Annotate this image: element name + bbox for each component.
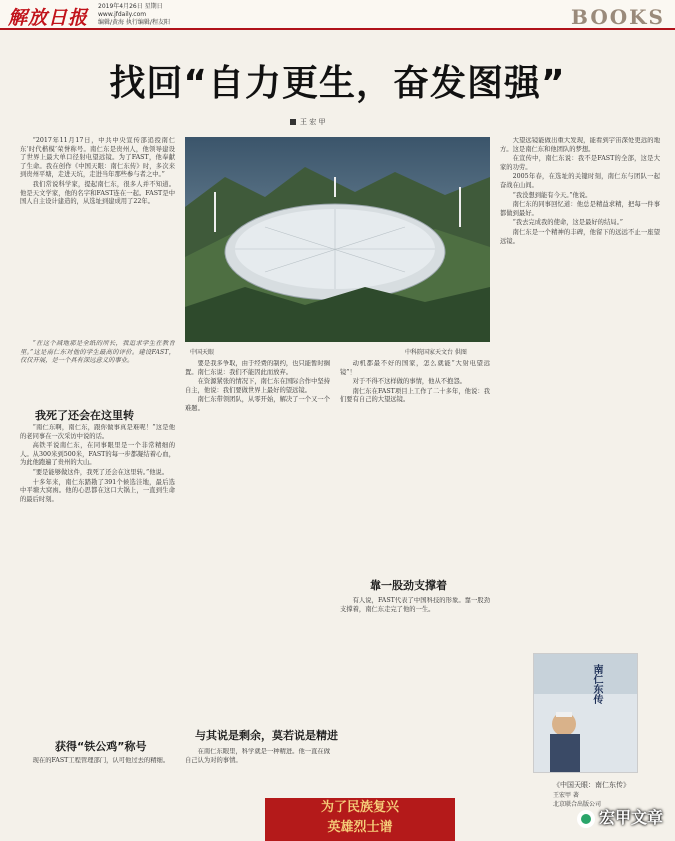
column-1-intro: [20, 137, 175, 327]
fast-telescope-photo: [185, 137, 490, 342]
book-publisher: 北京联合出版公司: [553, 801, 602, 808]
column-2: 要是我多争取，由于经费的制约，也只能暂时搁置。南仁东说：我们不能因此而放弃。 在资源紧张的情况下，南仁东在国际合作中坚持自主，他说：我们要做世界上最好的望远镜。 南仁东带领团队，从零开始，解决了一个又一个难题。: [185, 360, 330, 412]
book-cover: [533, 653, 638, 773]
photo-caption-right: 中科院国家天文台 供图: [405, 349, 467, 356]
column-1-body: “南仁东啊，南仁东，跟你做事真是难呢！”这是他的老同事在一次采访中说的话。 高铁平说南仁东，在同事眼里是一个非常精细的人。从300米到500米，FAST的每一步都凝结着心血，为此他跑遍了贵州的大山。 “要是能够做这件，我死了还会在这里转。”他说。 十多年来，南仁东踏勘了391个候选洼地，最后选中平塘大窝凼。他的心思都在这口大锅上，一直到生命的最后时刻。: [20, 424, 175, 503]
book-cover-title: 南仁东传: [591, 664, 602, 704]
column-1-tail: 现在的FAST工程管理部门，认可他过去的精细。: [32, 757, 170, 764]
intro-paragraph-1: “2017年11月17日，中共中央宣传部追授南仁东‘时代楷模’荣誉称号。南仁东是贵州人，他领导建设了世界上最大单口径射电望远镜。为了FAST，他奉献了生命。我在创作《中国天眼：南仁东传》时，多次来到贵州平塘，走进天坑，走进当年那些参与者之中。”: [20, 137, 175, 179]
book-cover-art: [534, 654, 637, 772]
editors: 编辑/黄海 执行编辑/程友阳: [98, 19, 170, 26]
watermark: 宏甲文章: [577, 805, 663, 828]
subheading-4: 获得“铁公鸡”称号: [55, 740, 147, 753]
book-author: 王宏甲 著: [553, 792, 579, 799]
pull-quote: “在这个减地那是全纸的所长，我追求学生在教育里。”这是南仁东对他的学生最高的评价。建设FAST，仅仅开展，是一个具有深远意义的事业。: [20, 340, 175, 365]
subheading-1: 我死了还会在这里转: [35, 409, 134, 422]
issue-date: 2019年4月26日 星期日: [98, 3, 163, 10]
book-caption-title: 《中国天眼：南仁东传》: [553, 781, 630, 789]
section-label: BOOKS: [571, 5, 665, 29]
subheading-3: 与其说是剩余，莫若说是精进: [195, 729, 338, 742]
photo-caption-left: 中国天眼: [190, 349, 215, 356]
footer-banner-line1: 为了民族复兴: [320, 800, 399, 815]
column-2-tail: 在南仁东眼里，科学就是一种精进。他一直在做自己认为对的事情。: [185, 748, 330, 764]
column-4: 大望远镜能做出重大发现，能看到宇宙深处更远的地方。这是南仁东和他团队的梦想。 在宣传中，南仁东说：我不是FAST的全部，这是大家的功劳。 2005年春，在选址的关键时刻，南仁东与团队一起奋战在山间。 “我没想到能有今天。”他说。 南仁东的同事回忆道：他总是精益求精，把每一件事都做到最好。 “我去完成我的使命，这是最好的结局。” 南仁东是一个精神的丰碑，他留下的远远不止一座望远镜。: [500, 137, 660, 245]
intro-paragraph-2: 我们常说科学家，提起南仁东，很多人并不知道。他是天文学家，他的名字和FAST连在一起。FAST是中国人自主设计建造的，从选址到建成用了22年。: [20, 180, 175, 206]
newspaper-logo: 解放日报: [8, 7, 89, 29]
byline: 王 宏 甲: [290, 117, 325, 127]
wechat-icon: [577, 810, 595, 828]
masthead: [0, 0, 675, 30]
column-3-tail: 有人说，FAST代表了中国科技的形象。靠一股劲支撑着，南仁东走完了他的一生。: [340, 597, 490, 613]
footer-banner-line2: 英雄烈士谱: [327, 820, 393, 835]
footer-banner: [265, 798, 455, 841]
byline-square-icon: [290, 119, 296, 125]
subheading-2: 靠一股劲支撑着: [370, 579, 447, 592]
telescope-illustration: [185, 137, 490, 342]
column-3: 动机都最不好的国家，怎么就能“大射电望远镜”！ 对于不得不这样做的事情，他从不抱怨。 南仁东在FAST项目上工作了二十多年，他说：我们要有自己的大望远镜。: [340, 360, 490, 404]
website: www.jfdaily.com: [98, 11, 147, 18]
dateline: [98, 3, 170, 27]
headline: 找回“自力更生，奋发图强”: [109, 63, 566, 104]
